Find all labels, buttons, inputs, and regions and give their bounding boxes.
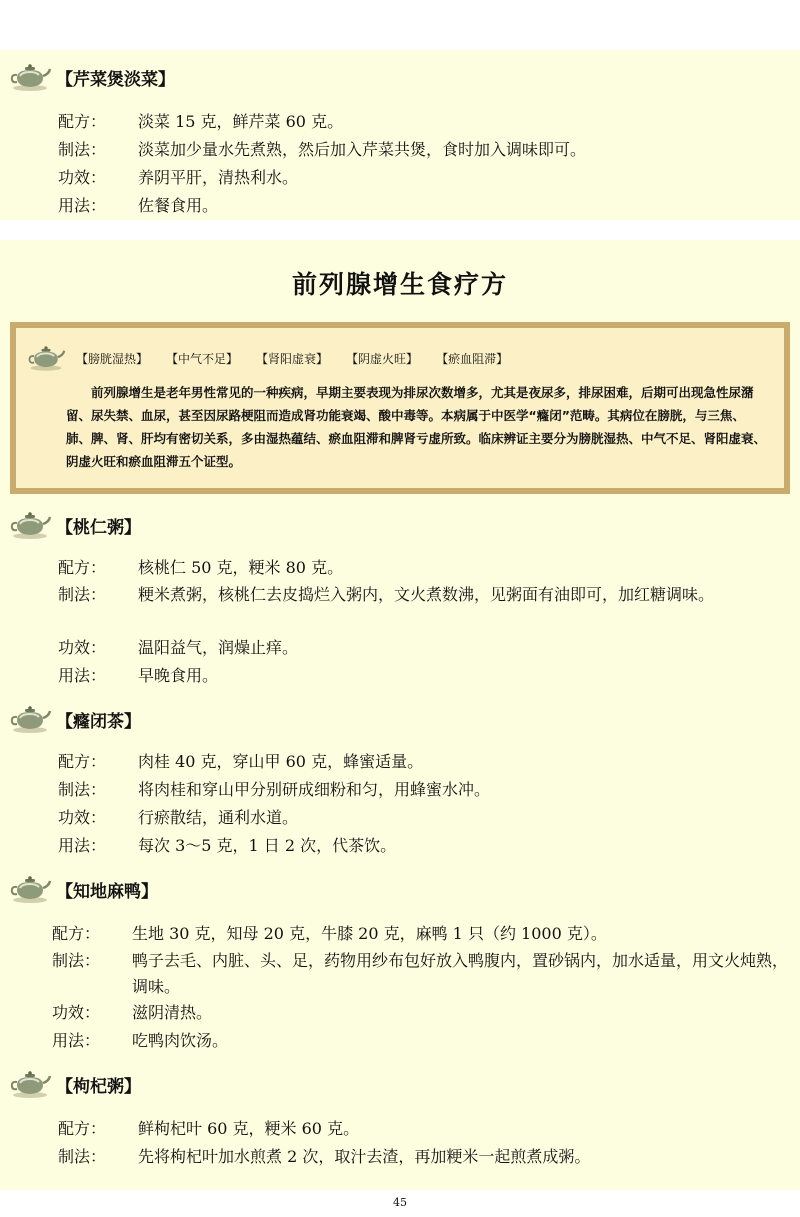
teapot-icon xyxy=(26,344,66,372)
row-value: 淡菜加少量水先煮熟，然后加入芹菜共煲，食时加入调味即可。 xyxy=(138,140,587,159)
row-value: 佐餐食用。 xyxy=(138,196,219,215)
section-title: 前列腺增生食疗方 xyxy=(291,270,508,299)
syndrome-tag: 【瘀血阻滞】 xyxy=(436,351,509,366)
recipe-title-text: 【枸杞粥】 xyxy=(56,1076,141,1097)
row-value: 养阴平肝，清热利水。 xyxy=(138,168,299,187)
recipe-row xyxy=(58,136,792,164)
recipe-row xyxy=(58,554,792,582)
recipe-title-walnut-porridge xyxy=(8,510,141,540)
row-value: 鸭子去毛、内脏、头、足，药物用纱布包好放入鸭腹内，置砂锅内，加水适量，用文火炖熟，调味。 xyxy=(132,951,789,996)
row-value: 粳米煮粥，核桃仁去皮捣烂入粥内，文火煮数沸，见粥面有油即可，加红糖调味。 xyxy=(138,585,715,604)
row-label: 用法： xyxy=(58,196,107,215)
syndrome-tags xyxy=(26,344,526,372)
teapot-icon xyxy=(8,510,52,540)
recipe-title-text: 【芹菜煲淡菜】 xyxy=(56,69,175,90)
row-value: 核桃仁 50 克，粳米 80 克。 xyxy=(138,558,344,577)
row-value: 温阳益气，润燥止痒。 xyxy=(138,638,299,657)
row-value: 滋阴清热。 xyxy=(132,1003,213,1022)
row-label: 用法： xyxy=(58,836,107,855)
row-label: 功效： xyxy=(58,808,107,827)
row-label: 配方： xyxy=(58,558,107,577)
syndrome-tag: 【中气不足】 xyxy=(166,351,239,366)
recipe-row xyxy=(58,748,792,776)
recipe-title-text: 【知地麻鸭】 xyxy=(56,881,158,902)
row-value: 行瘀散结，通利水道。 xyxy=(138,808,299,827)
row-value: 吃鸭肉饮汤。 xyxy=(132,1031,229,1050)
recipe-row xyxy=(58,164,792,192)
row-label: 功效： xyxy=(52,1003,101,1022)
recipe-title-text: 【桃仁粥】 xyxy=(56,517,141,538)
teapot-icon xyxy=(8,704,52,734)
row-label: 制法： xyxy=(58,140,107,159)
recipe-row xyxy=(58,662,792,690)
syndrome-tag: 【膀胱湿热】 xyxy=(76,351,149,366)
row-label: 功效： xyxy=(58,168,107,187)
syndrome-tag: 【肾阳虚衰】 xyxy=(256,351,329,366)
recipe-title-text: 【癃闭茶】 xyxy=(56,711,141,732)
row-label: 配方： xyxy=(58,1119,107,1138)
recipe-row xyxy=(58,804,792,832)
recipe-row xyxy=(58,1143,792,1171)
recipe-title-longbi-tea xyxy=(8,704,141,734)
teapot-icon xyxy=(8,1069,52,1099)
row-label: 配方： xyxy=(58,752,107,771)
recipe-row xyxy=(52,999,792,1027)
row-label: 配方： xyxy=(52,924,101,943)
recipe-row xyxy=(52,920,792,948)
row-label: 配方： xyxy=(58,112,107,131)
row-value: 肉桂 40 克，穿山甲 60 克，蜂蜜适量。 xyxy=(138,752,424,771)
row-value: 生地 30 克，知母 20 克，牛膝 20 克，麻鸭 1 只（约 1000 克）。 xyxy=(132,924,607,943)
recipe-title-celery-mussel xyxy=(8,62,175,92)
row-value: 先将枸杞叶加水煎煮 2 次，取汁去渣，再加粳米一起煎煮成粥。 xyxy=(138,1147,591,1166)
teapot-icon xyxy=(8,874,52,904)
intro-box xyxy=(10,322,790,494)
row-value: 鲜枸杞叶 60 克，粳米 60 克。 xyxy=(138,1119,360,1138)
row-label: 制法： xyxy=(58,780,107,799)
row-label: 用法： xyxy=(52,1031,101,1050)
row-value: 淡菜 15 克，鲜芹菜 60 克。 xyxy=(138,112,344,131)
recipe-row xyxy=(52,948,792,1000)
recipe-row xyxy=(58,108,792,136)
recipe-row xyxy=(52,1027,792,1055)
row-label: 用法： xyxy=(58,666,107,685)
recipe-row xyxy=(58,192,792,220)
row-label: 功效： xyxy=(58,638,107,657)
row-value: 每次 3～5 克，1 日 2 次，代茶饮。 xyxy=(138,836,397,855)
teapot-icon xyxy=(8,62,52,92)
recipe-row xyxy=(58,634,792,662)
row-label: 制法： xyxy=(58,1147,107,1166)
recipe-row xyxy=(58,582,792,608)
row-label: 制法： xyxy=(58,585,107,604)
page-number: 45 xyxy=(393,1196,407,1209)
row-value: 将肉桂和穿山甲分别研成细粉和匀，用蜂蜜水冲。 xyxy=(138,780,491,799)
recipe-row xyxy=(58,776,792,804)
recipe-row xyxy=(58,832,792,860)
recipe-row xyxy=(58,1115,792,1143)
intro-paragraph: 前列腺增生是老年男性常见的一种疾病，早期主要表现为排尿次数增多，尤其是夜尿多，排尿困难，后期可出现急性尿潴留、尿失禁、血尿，甚至因尿路梗阻而造成肾功能衰竭、酸中毒等。本病属于中医学“癃闭”范畴。其病位在膀胱，与三焦、肺、脾、肾、肝均有密切关系，多由湿热蕴结、瘀血阻滞和脾肾亏虚所致。临床辨证主要分为膀胱湿热、中气不足、肾阳虚衰、阴虚火旺和瘀血阻滞五个证型。 xyxy=(66,385,767,469)
syndrome-tag: 【阴虚火旺】 xyxy=(346,351,419,366)
recipe-title-duck xyxy=(8,874,158,904)
row-value: 早晚食用。 xyxy=(138,666,219,685)
recipe-title-goji-porridge xyxy=(8,1069,141,1099)
row-label: 制法： xyxy=(52,951,101,970)
